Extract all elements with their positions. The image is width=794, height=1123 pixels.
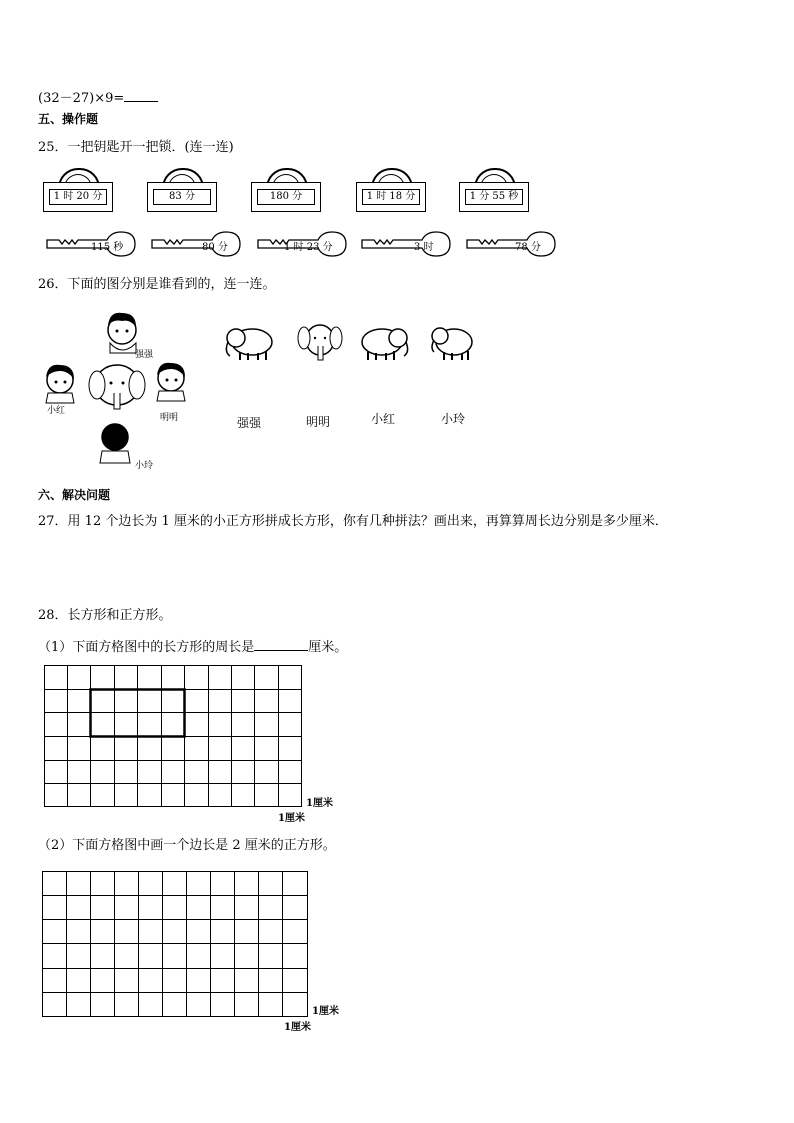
child-right-icon	[157, 363, 185, 401]
elephant-back-view-icon	[432, 328, 472, 360]
key-icon	[150, 230, 242, 258]
grid1-unit-horizontal: 1厘米	[278, 813, 305, 824]
elephant-side-right-icon	[362, 329, 408, 360]
key-label: 78 分	[515, 242, 541, 253]
section-five-heading: 五、操作题	[38, 112, 99, 126]
question-28-part1	[38, 636, 347, 655]
lock-body	[147, 182, 217, 212]
key-3[interactable]	[256, 230, 348, 258]
question-28-part1-unit: 厘米。	[308, 640, 348, 655]
lock-2[interactable]	[147, 168, 217, 212]
section-six-heading: 六、解决问题	[38, 488, 111, 502]
children-around-elephant-illustration	[40, 305, 190, 475]
lock-label: 1 分 55 秒	[465, 189, 523, 205]
child-top-icon	[108, 313, 136, 353]
lock-label: 180 分	[257, 189, 315, 205]
elephant-side-left-icon	[226, 329, 272, 360]
lock-body	[356, 182, 426, 212]
question-26: 26．下面的图分别是谁看到的，连一连。	[38, 277, 276, 292]
elephant-front-view-icon	[298, 325, 342, 360]
child-name-mingming: 明明	[160, 413, 179, 423]
child-left-icon	[46, 365, 74, 403]
lock-label: 1 时 18 分	[362, 189, 420, 205]
lock-4[interactable]	[356, 168, 426, 212]
lock-5[interactable]	[459, 168, 529, 212]
lock-body	[459, 182, 529, 212]
expression-question	[38, 87, 158, 106]
viewer-label-2: 明明	[306, 415, 331, 429]
elephant-views-illustration	[222, 318, 482, 368]
question-28-part2: （2）下面方格图中画一个边长是 2 厘米的正方形。	[38, 838, 336, 853]
child-name-qiangqiang: 强强	[135, 350, 154, 360]
lock-1[interactable]	[43, 168, 113, 212]
key-label: 1 时 23 分	[284, 242, 333, 253]
key-label: 3 时	[414, 242, 434, 253]
grid1-unit-vertical: 1厘米	[306, 798, 333, 809]
grid2-unit-horizontal: 1厘米	[284, 1022, 311, 1033]
question-28-part1-text: （1）下面方格图中的长方形的周长是	[38, 640, 255, 655]
key-label: 115 秒	[91, 242, 124, 253]
viewer-label-4: 小玲	[441, 412, 466, 426]
lock-body	[43, 182, 113, 212]
grid-with-rectangle	[44, 665, 304, 809]
key-label: 80 分	[202, 242, 228, 253]
child-name-xiaohong: 小红	[47, 406, 66, 416]
key-4[interactable]	[360, 230, 452, 258]
answer-blank[interactable]	[124, 89, 158, 102]
lock-label: 1 时 20 分	[49, 189, 107, 205]
key-2[interactable]	[150, 230, 242, 258]
lock-body	[251, 182, 321, 212]
child-bottom-icon	[100, 424, 130, 463]
blank-grid-for-square[interactable]	[42, 871, 310, 1019]
perimeter-answer-blank[interactable]	[254, 638, 308, 651]
expression-text: (32－27)×9=	[38, 91, 125, 106]
question-25: 25．一把钥匙开一把锁．(连一连)	[38, 140, 234, 155]
key-5[interactable]	[465, 230, 557, 258]
key-icon	[465, 230, 557, 258]
key-icon	[360, 230, 452, 258]
key-1[interactable]	[45, 230, 137, 258]
lock-3[interactable]	[251, 168, 321, 212]
child-name-xiaoling: 小玲	[135, 461, 154, 471]
lock-label: 83 分	[153, 189, 211, 205]
question-28: 28．长方形和正方形。	[38, 608, 172, 623]
grid2-unit-vertical: 1厘米	[312, 1006, 339, 1017]
viewer-label-3: 小红	[371, 412, 396, 426]
viewer-label-1: 强强	[237, 416, 262, 430]
elephant-front-icon	[89, 365, 145, 409]
question-27: 27．用 12 个边长为 1 厘米的小正方形拼成长方形，你有几种拼法？画出来，再算算周长边分别是多少厘米．	[38, 514, 668, 529]
